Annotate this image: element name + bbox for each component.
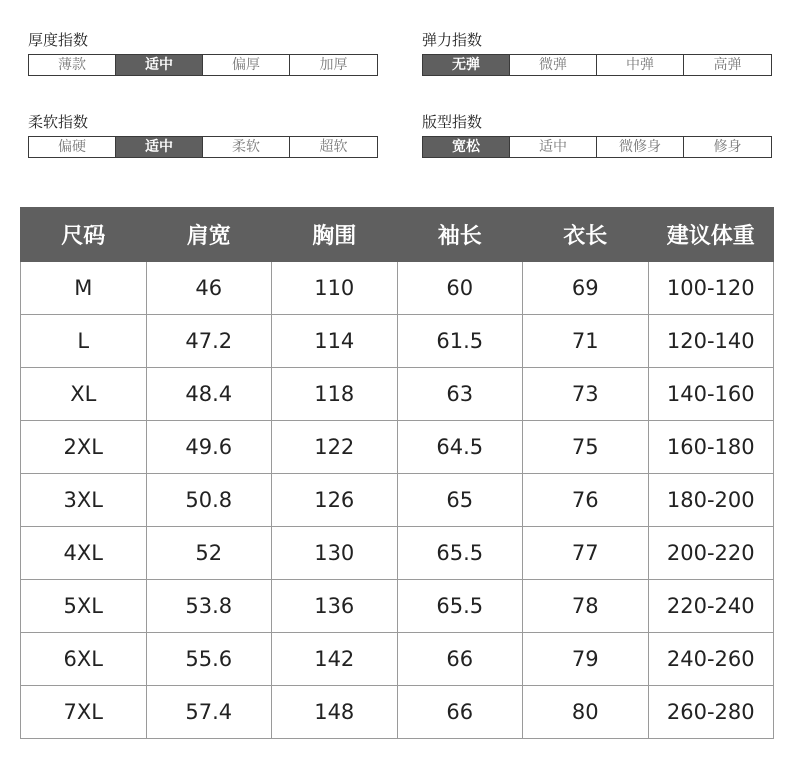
thickness-index [28,30,348,73]
elasticity-index-scale [422,54,772,76]
size-cell: 3XL [21,474,147,527]
sleeve-cell: 64.5 [397,421,523,474]
elasticity-option-selected: 无弹 [423,55,510,75]
thickness-option: 薄款 [29,55,116,75]
shoulder-cell: 53.8 [146,580,272,633]
weight-cell: 240-260 [648,633,774,686]
shoulder-cell: 47.2 [146,315,272,368]
length-cell: 76 [523,474,649,527]
shoulder-cell: 57.4 [146,686,272,739]
chest-cell: 130 [272,527,398,580]
thickness-option: 偏厚 [203,55,290,75]
fit-option-selected: 宽松 [423,137,510,157]
size-cell: 4XL [21,527,147,580]
sleeve-cell: 63 [397,368,523,421]
table-row [21,633,774,686]
chest-cell: 122 [272,421,398,474]
softness-option-selected: 适中 [116,137,203,157]
size-cell: M [21,262,147,315]
size-cell: L [21,315,147,368]
size-cell: XL [21,368,147,421]
weight-cell: 200-220 [648,527,774,580]
elasticity-option: 高弹 [713,57,742,73]
sleeve-cell: 65.5 [397,580,523,633]
sleeve-cell: 66 [397,633,523,686]
length-cell: 80 [523,686,649,739]
header-length: 衣长 [523,208,649,262]
chest-cell: 110 [272,262,398,315]
table-row [21,474,774,527]
table-row [21,421,774,474]
table-row [21,315,774,368]
fit-option: 微修身 [597,137,684,157]
length-cell: 75 [523,421,649,474]
weight-cell: 100-120 [648,262,774,315]
chest-cell: 142 [272,633,398,686]
table-row [21,368,774,421]
elasticity-option: 微弹 [510,55,597,75]
length-cell: 79 [523,633,649,686]
softness-option: 偏硬 [29,137,116,157]
weight-cell: 160-180 [648,421,774,474]
size-cell: 7XL [21,686,147,739]
fit-index [422,112,742,155]
size-chart-table [20,207,774,739]
sleeve-cell: 65 [397,474,523,527]
thickness-index-title: 厚度指数 [28,31,89,49]
weight-cell: 260-280 [648,686,774,739]
weight-cell: 120-140 [648,315,774,368]
chest-cell: 136 [272,580,398,633]
softness-index-title: 柔软指数 [28,113,89,131]
chest-cell: 114 [272,315,398,368]
chest-cell: 126 [272,474,398,527]
thickness-index-scale [28,54,378,76]
header-sleeve: 袖长 [397,208,523,262]
shoulder-cell: 48.4 [146,368,272,421]
header-size: 尺码 [21,208,147,262]
thickness-option-selected: 适中 [116,55,203,75]
sleeve-cell: 65.5 [397,527,523,580]
size-cell: 5XL [21,580,147,633]
weight-cell: 220-240 [648,580,774,633]
thickness-option: 加厚 [319,57,348,73]
fit-option: 修身 [713,139,742,155]
length-cell: 71 [523,315,649,368]
table-row [21,686,774,739]
softness-index-scale [28,136,378,158]
size-cell: 2XL [21,421,147,474]
length-cell: 77 [523,527,649,580]
chest-cell: 148 [272,686,398,739]
softness-option: 柔软 [203,137,290,157]
length-cell: 69 [523,262,649,315]
sleeve-cell: 61.5 [397,315,523,368]
size-table-header-row [21,208,774,262]
header-weight: 建议体重 [648,208,774,262]
sleeve-cell: 60 [397,262,523,315]
elasticity-option: 中弹 [597,55,684,75]
length-cell: 73 [523,368,649,421]
header-chest: 胸围 [272,208,398,262]
shoulder-cell: 50.8 [146,474,272,527]
fit-option: 适中 [510,137,597,157]
shoulder-cell: 55.6 [146,633,272,686]
elasticity-index [422,30,742,73]
weight-cell: 140-160 [648,368,774,421]
table-row [21,527,774,580]
softness-index [28,112,348,155]
table-row [21,580,774,633]
sleeve-cell: 66 [397,686,523,739]
fit-index-title: 版型指数 [422,113,483,131]
elasticity-index-title: 弹力指数 [422,31,483,49]
table-row [21,262,774,315]
length-cell: 78 [523,580,649,633]
size-table-body [21,262,774,739]
shoulder-cell: 49.6 [146,421,272,474]
shoulder-cell: 52 [146,527,272,580]
header-shoulder: 肩宽 [146,208,272,262]
weight-cell: 180-200 [648,474,774,527]
fit-index-scale [422,136,772,158]
shoulder-cell: 46 [146,262,272,315]
softness-option: 超软 [319,139,348,155]
chest-cell: 118 [272,368,398,421]
size-cell: 6XL [21,633,147,686]
